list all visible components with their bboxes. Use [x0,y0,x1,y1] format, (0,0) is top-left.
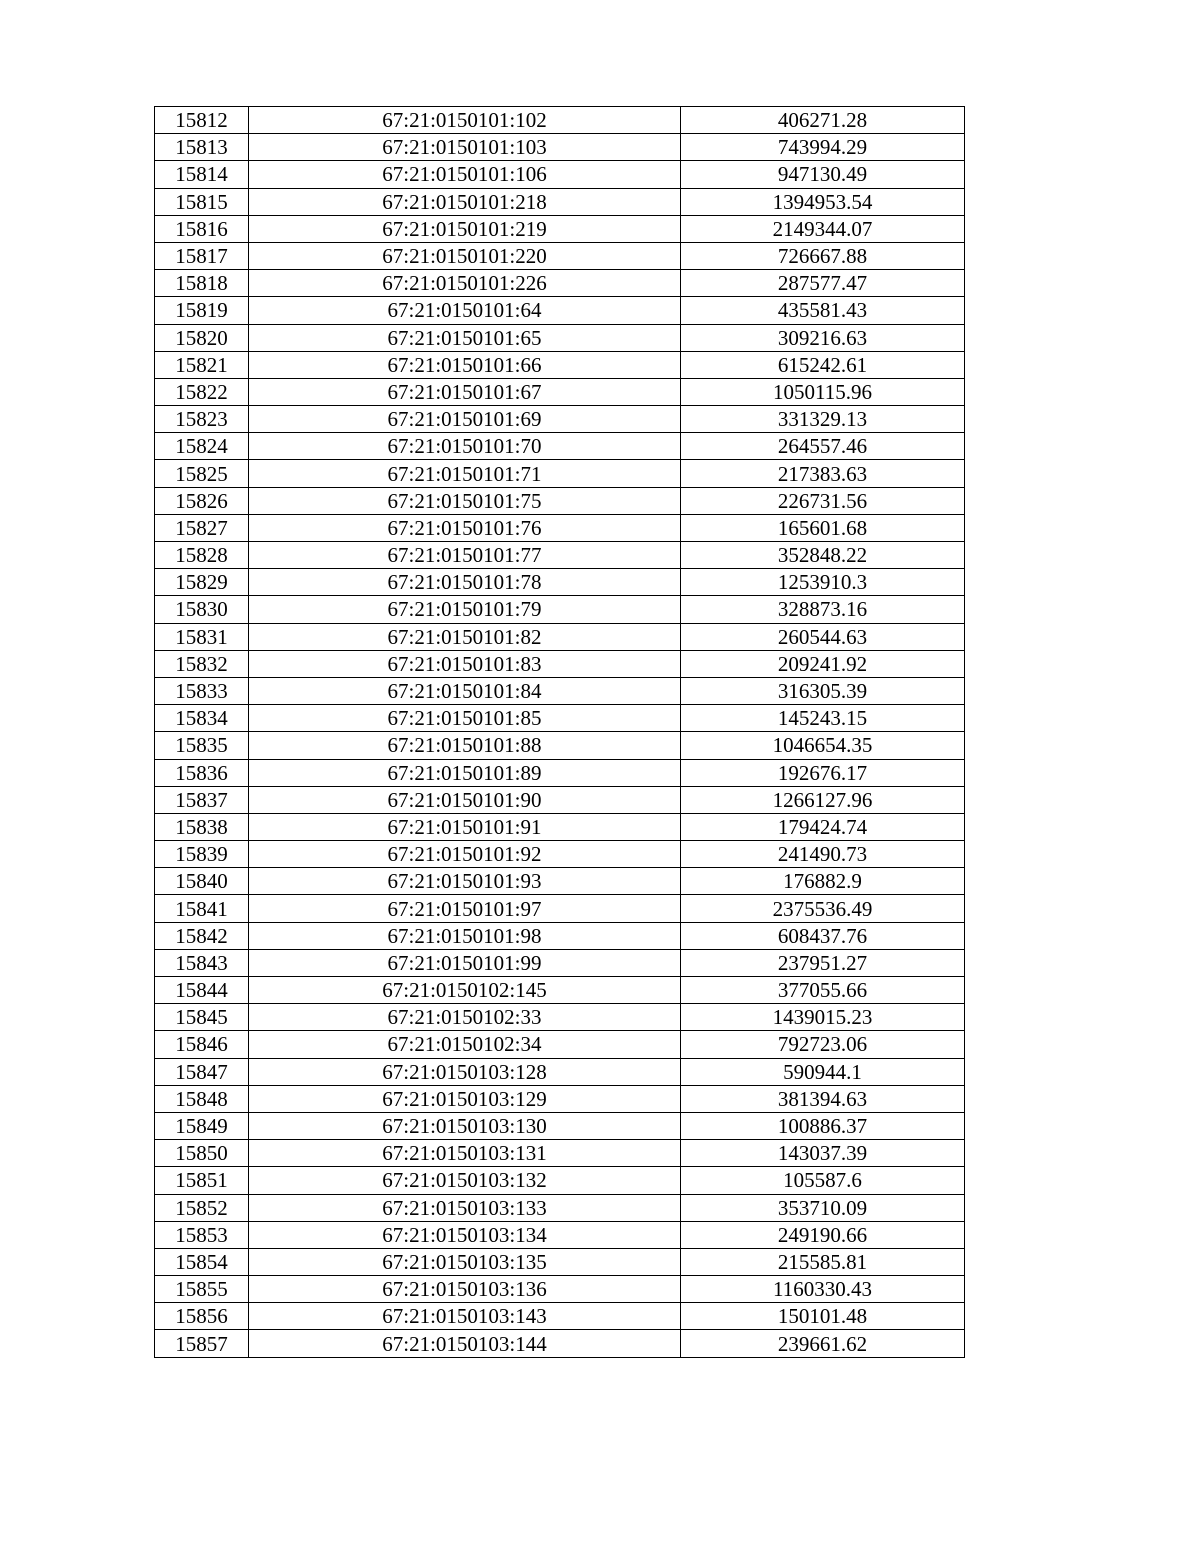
cadastral-number-cell: 67:21:0150101:82 [249,623,681,650]
cadastral-number-cell: 67:21:0150103:134 [249,1221,681,1248]
cadastral-number-cell: 67:21:0150101:102 [249,107,681,134]
table-row [155,514,965,541]
table-row [155,650,965,677]
row-number-cell: 15833 [155,677,249,704]
row-number-cell: 15851 [155,1167,249,1194]
table-row [155,1058,965,1085]
table-row [155,759,965,786]
table-row [155,134,965,161]
row-number-cell: 15846 [155,1031,249,1058]
cadastral-number-cell: 67:21:0150101:83 [249,650,681,677]
table-row [155,1031,965,1058]
cadastral-number-cell: 67:21:0150101:65 [249,324,681,351]
table-body [155,107,965,1358]
table-row [155,1248,965,1275]
row-number-cell: 15831 [155,623,249,650]
table-row [155,1167,965,1194]
cadastral-number-cell: 67:21:0150101:85 [249,705,681,732]
value-cell: 615242.61 [681,351,965,378]
table-row [155,161,965,188]
table-row [155,569,965,596]
row-number-cell: 15857 [155,1330,249,1357]
table-row [155,378,965,405]
cadastral-number-cell: 67:21:0150101:103 [249,134,681,161]
table-row [155,922,965,949]
cadastral-number-cell: 67:21:0150103:128 [249,1058,681,1085]
row-number-cell: 15823 [155,406,249,433]
row-number-cell: 15845 [155,1004,249,1031]
table-row [155,895,965,922]
table-row [155,1194,965,1221]
cadastral-number-cell: 67:21:0150101:84 [249,677,681,704]
value-cell: 145243.15 [681,705,965,732]
value-cell: 947130.49 [681,161,965,188]
row-number-cell: 15829 [155,569,249,596]
row-number-cell: 15826 [155,487,249,514]
row-number-cell: 15813 [155,134,249,161]
value-cell: 100886.37 [681,1112,965,1139]
table-row [155,949,965,976]
value-cell: 2375536.49 [681,895,965,922]
cadastral-number-cell: 67:21:0150102:33 [249,1004,681,1031]
table-row [155,1004,965,1031]
value-cell: 1439015.23 [681,1004,965,1031]
cadastral-number-cell: 67:21:0150102:145 [249,977,681,1004]
cadastral-number-cell: 67:21:0150101:67 [249,378,681,405]
row-number-cell: 15827 [155,514,249,541]
value-cell: 406271.28 [681,107,965,134]
cadastral-number-cell: 67:21:0150101:76 [249,514,681,541]
table-row [155,596,965,623]
row-number-cell: 15824 [155,433,249,460]
cadastral-number-cell: 67:21:0150101:92 [249,841,681,868]
table-row [155,977,965,1004]
value-cell: 264557.46 [681,433,965,460]
value-cell: 226731.56 [681,487,965,514]
value-cell: 352848.22 [681,542,965,569]
value-cell: 1046654.35 [681,732,965,759]
cadastral-number-cell: 67:21:0150101:219 [249,215,681,242]
row-number-cell: 15843 [155,949,249,976]
row-number-cell: 15855 [155,1276,249,1303]
cadastral-number-cell: 67:21:0150103:136 [249,1276,681,1303]
value-cell: 381394.63 [681,1085,965,1112]
value-cell: 143037.39 [681,1140,965,1167]
cadastral-number-cell: 67:21:0150101:91 [249,813,681,840]
row-number-cell: 15812 [155,107,249,134]
table-row [155,542,965,569]
table-row [155,813,965,840]
cadastral-number-cell: 67:21:0150101:71 [249,460,681,487]
cadastral-number-cell: 67:21:0150103:129 [249,1085,681,1112]
cadastral-number-cell: 67:21:0150103:144 [249,1330,681,1357]
row-number-cell: 15840 [155,868,249,895]
row-number-cell: 15839 [155,841,249,868]
table-row [155,324,965,351]
value-cell: 309216.63 [681,324,965,351]
cadastral-number-cell: 67:21:0150101:93 [249,868,681,895]
value-cell: 192676.17 [681,759,965,786]
table-row [155,1276,965,1303]
value-cell: 176882.9 [681,868,965,895]
cadastral-number-cell: 67:21:0150101:226 [249,270,681,297]
value-cell: 237951.27 [681,949,965,976]
row-number-cell: 15849 [155,1112,249,1139]
table-row [155,406,965,433]
cadastral-number-cell: 67:21:0150103:143 [249,1303,681,1330]
cadastral-number-cell: 67:21:0150103:135 [249,1248,681,1275]
row-number-cell: 15844 [155,977,249,1004]
row-number-cell: 15850 [155,1140,249,1167]
table-row [155,215,965,242]
cadastral-number-cell: 67:21:0150101:79 [249,596,681,623]
row-number-cell: 15847 [155,1058,249,1085]
cadastral-number-cell: 67:21:0150101:77 [249,542,681,569]
value-cell: 179424.74 [681,813,965,840]
row-number-cell: 15832 [155,650,249,677]
cadastral-number-cell: 67:21:0150101:99 [249,949,681,976]
value-cell: 1050115.96 [681,378,965,405]
table-row [155,433,965,460]
value-cell: 165601.68 [681,514,965,541]
row-number-cell: 15856 [155,1303,249,1330]
cadastral-number-cell: 67:21:0150103:130 [249,1112,681,1139]
cadastral-number-cell: 67:21:0150102:34 [249,1031,681,1058]
row-number-cell: 15818 [155,270,249,297]
value-cell: 150101.48 [681,1303,965,1330]
row-number-cell: 15836 [155,759,249,786]
row-number-cell: 15842 [155,922,249,949]
row-number-cell: 15841 [155,895,249,922]
cadastral-number-cell: 67:21:0150103:133 [249,1194,681,1221]
cadastral-number-cell: 67:21:0150101:98 [249,922,681,949]
table-row [155,297,965,324]
cadastral-number-cell: 67:21:0150101:64 [249,297,681,324]
table-row [155,460,965,487]
row-number-cell: 15838 [155,813,249,840]
row-number-cell: 15854 [155,1248,249,1275]
table-row [155,732,965,759]
cadastral-number-cell: 67:21:0150101:78 [249,569,681,596]
table-row [155,242,965,269]
row-number-cell: 15822 [155,378,249,405]
table-row [155,841,965,868]
value-cell: 249190.66 [681,1221,965,1248]
value-cell: 608437.76 [681,922,965,949]
cadastral-number-cell: 67:21:0150101:89 [249,759,681,786]
row-number-cell: 15820 [155,324,249,351]
row-number-cell: 15821 [155,351,249,378]
row-number-cell: 15834 [155,705,249,732]
table-row [155,623,965,650]
value-cell: 743994.29 [681,134,965,161]
cadastral-number-cell: 67:21:0150101:70 [249,433,681,460]
cadastral-number-cell: 67:21:0150101:97 [249,895,681,922]
table-row [155,107,965,134]
cadastral-number-cell: 67:21:0150101:69 [249,406,681,433]
value-cell: 328873.16 [681,596,965,623]
cadastral-number-cell: 67:21:0150101:66 [249,351,681,378]
table-row [155,487,965,514]
cadastral-number-cell: 67:21:0150101:106 [249,161,681,188]
row-number-cell: 15848 [155,1085,249,1112]
row-number-cell: 15837 [155,786,249,813]
table-row [155,1112,965,1139]
cadastral-number-cell: 67:21:0150101:75 [249,487,681,514]
table-row [155,677,965,704]
value-cell: 331329.13 [681,406,965,433]
value-cell: 590944.1 [681,1058,965,1085]
value-cell: 287577.47 [681,270,965,297]
row-number-cell: 15815 [155,188,249,215]
row-number-cell: 15830 [155,596,249,623]
value-cell: 353710.09 [681,1194,965,1221]
value-cell: 217383.63 [681,460,965,487]
cadastral-number-cell: 67:21:0150101:218 [249,188,681,215]
row-number-cell: 15852 [155,1194,249,1221]
row-number-cell: 15828 [155,542,249,569]
value-cell: 260544.63 [681,623,965,650]
table-row [155,1085,965,1112]
row-number-cell: 15853 [155,1221,249,1248]
table-row [155,705,965,732]
cadastral-number-cell: 67:21:0150101:220 [249,242,681,269]
row-number-cell: 15835 [155,732,249,759]
value-cell: 792723.06 [681,1031,965,1058]
data-table [154,106,965,1358]
value-cell: 215585.81 [681,1248,965,1275]
value-cell: 377055.66 [681,977,965,1004]
row-number-cell: 15816 [155,215,249,242]
table-row [155,1330,965,1357]
table-row [155,786,965,813]
cadastral-number-cell: 67:21:0150103:131 [249,1140,681,1167]
table-row [155,1303,965,1330]
table-row [155,868,965,895]
table-row [155,270,965,297]
value-cell: 1266127.96 [681,786,965,813]
row-number-cell: 15814 [155,161,249,188]
value-cell: 239661.62 [681,1330,965,1357]
table-row [155,1140,965,1167]
value-cell: 435581.43 [681,297,965,324]
row-number-cell: 15819 [155,297,249,324]
row-number-cell: 15825 [155,460,249,487]
value-cell: 1253910.3 [681,569,965,596]
value-cell: 241490.73 [681,841,965,868]
value-cell: 2149344.07 [681,215,965,242]
value-cell: 1160330.43 [681,1276,965,1303]
cadastral-number-cell: 67:21:0150101:88 [249,732,681,759]
value-cell: 105587.6 [681,1167,965,1194]
value-cell: 209241.92 [681,650,965,677]
row-number-cell: 15817 [155,242,249,269]
table-row [155,351,965,378]
cadastral-number-cell: 67:21:0150103:132 [249,1167,681,1194]
value-cell: 316305.39 [681,677,965,704]
value-cell: 726667.88 [681,242,965,269]
table-row [155,1221,965,1248]
table-row [155,188,965,215]
value-cell: 1394953.54 [681,188,965,215]
cadastral-number-cell: 67:21:0150101:90 [249,786,681,813]
